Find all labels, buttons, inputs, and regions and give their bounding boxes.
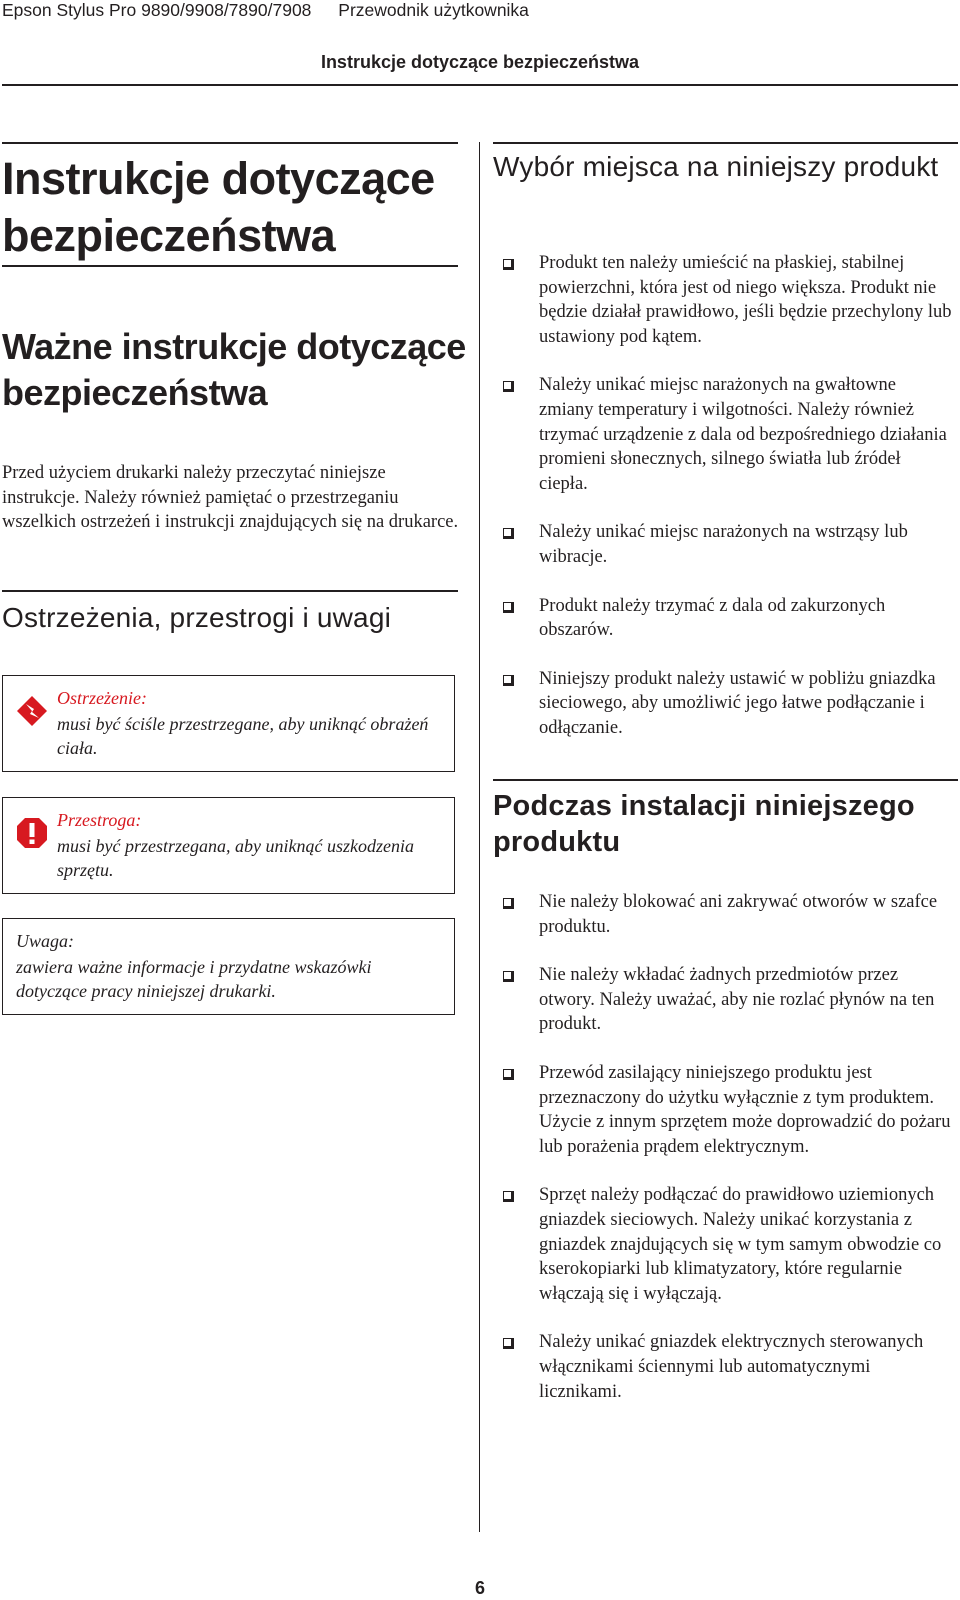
list-item: Niniejszy produkt należy ustawić w pobliżu gniazdka sieciowego, aby umożliwić jego łatwe podłączanie i odłączanie. — [503, 667, 953, 741]
list-item: Nie należy wkładać żadnych przedmiotów przez otwory. Należy uważać, aby nie rozlać płynów na ten produkt. — [503, 963, 953, 1037]
warning-body: musi być ściśle przestrzegane, aby uniknąć obrażeń ciała. — [57, 714, 429, 758]
warnings-heading: Ostrzeżenia, przestrogi i uwagi — [2, 602, 392, 633]
checkbox-bullet-icon — [503, 602, 514, 613]
title-top-rule — [2, 142, 458, 144]
install-list — [503, 890, 953, 1428]
list-item: Należy unikać miejsc narażonych na gwałtowne zmiany temperatury i wilgotności. Należy również trzymać urządzenie z dala od bezpośredniego działania promieni słonecznych, silnego światła lub źródeł ciepła. — [503, 373, 953, 496]
note-body: zawiera ważne informacje i przydatne wskazówki dotyczące pracy niniejszej drukarki. — [16, 957, 372, 1001]
note-box — [2, 918, 455, 1015]
section-header: Instrukcje dotyczące bezpieczeństwa — [320, 52, 640, 72]
list-item: Produkt ten należy umieścić na płaskiej, stabilnej powierzchni, która jest od niego większa. Produkt nie będzie działał prawidłowo, jeśli będzie przechylony lub ustawiony pod kątem. — [503, 251, 953, 349]
checkbox-bullet-icon — [503, 971, 514, 982]
list-item: Sprzęt należy podłączać do prawidłowo uziemionych gniazdek sieciowych. Należy unikać korzystania z gniazdek znajdujących się w tym samym obwodzie co kserokopiarki lub klimatyzatory, które regularnie włączają się i wyłączają. — [503, 1183, 953, 1306]
lightning-warning-icon — [15, 694, 49, 728]
checkbox-bullet-icon — [503, 675, 514, 686]
warning-title: Ostrzeżenie: — [57, 688, 147, 708]
location-heading: Wybór miejsca na niniejszy produkt — [493, 151, 939, 182]
checkbox-bullet-icon — [503, 1338, 514, 1349]
checkbox-bullet-icon — [503, 259, 514, 270]
title-bottom-rule — [2, 265, 458, 267]
caution-title: Przestroga: — [57, 810, 142, 830]
install-heading-rule — [493, 779, 958, 781]
intro-paragraph: Przed użyciem drukarki należy przeczytać niniejsze instrukcje. Należy również pamiętać o przestrzeganiu wszelkich ostrzeżeń i instrukcji znajdujących się na drukarce. — [2, 463, 459, 533]
page-number: 6 — [474, 1578, 485, 1598]
product-name: Epson Stylus Pro 9890/9908/7890/7908 — [2, 0, 312, 20]
list-item: Należy unikać miejsc narażonych na wstrząsy lub wibracje. — [503, 520, 953, 569]
header-divider — [2, 84, 958, 86]
list-item: Nie należy blokować ani zakrywać otworów w szafce produktu. — [503, 890, 953, 939]
note-title: Uwaga: — [16, 931, 74, 951]
subtitle: Ważne instrukcje dotyczące bezpieczeństwa — [2, 326, 466, 413]
install-heading: Podczas instalacji niniejszego produktu — [493, 790, 915, 858]
checkbox-bullet-icon — [503, 381, 514, 392]
column-divider — [479, 142, 480, 1532]
page-title: Instrukcje dotyczące bezpieczeństwa — [2, 153, 435, 261]
checkbox-bullet-icon — [503, 1191, 514, 1202]
caution-box — [2, 797, 455, 894]
warnings-heading-rule — [2, 590, 458, 592]
checkbox-bullet-icon — [503, 528, 514, 539]
checkbox-bullet-icon — [503, 1069, 514, 1080]
list-item: Produkt należy trzymać z dala od zakurzonych obszarów. — [503, 594, 953, 643]
list-item: Należy unikać gniazdek elektrycznych sterowanych włącznikami ściennymi lub automatycznymi licznikami. — [503, 1330, 953, 1404]
exclamation-caution-icon — [15, 816, 49, 850]
list-item: Przewód zasilający niniejszego produktu jest przeznaczony do użytku wyłącznie z tym produktem. Użycie z innym sprzętem może doprowadzić do pożaru lub porażenia prądem elektrycznym. — [503, 1061, 953, 1159]
guide-name: Przewodnik użytkownika — [338, 0, 529, 20]
caution-body: musi być przestrzegana, aby uniknąć uszkodzenia sprzętu. — [57, 836, 414, 880]
warning-box — [2, 675, 455, 772]
location-list — [503, 251, 953, 765]
running-header — [2, 0, 529, 21]
checkbox-bullet-icon — [503, 898, 514, 909]
location-heading-rule — [493, 142, 958, 144]
